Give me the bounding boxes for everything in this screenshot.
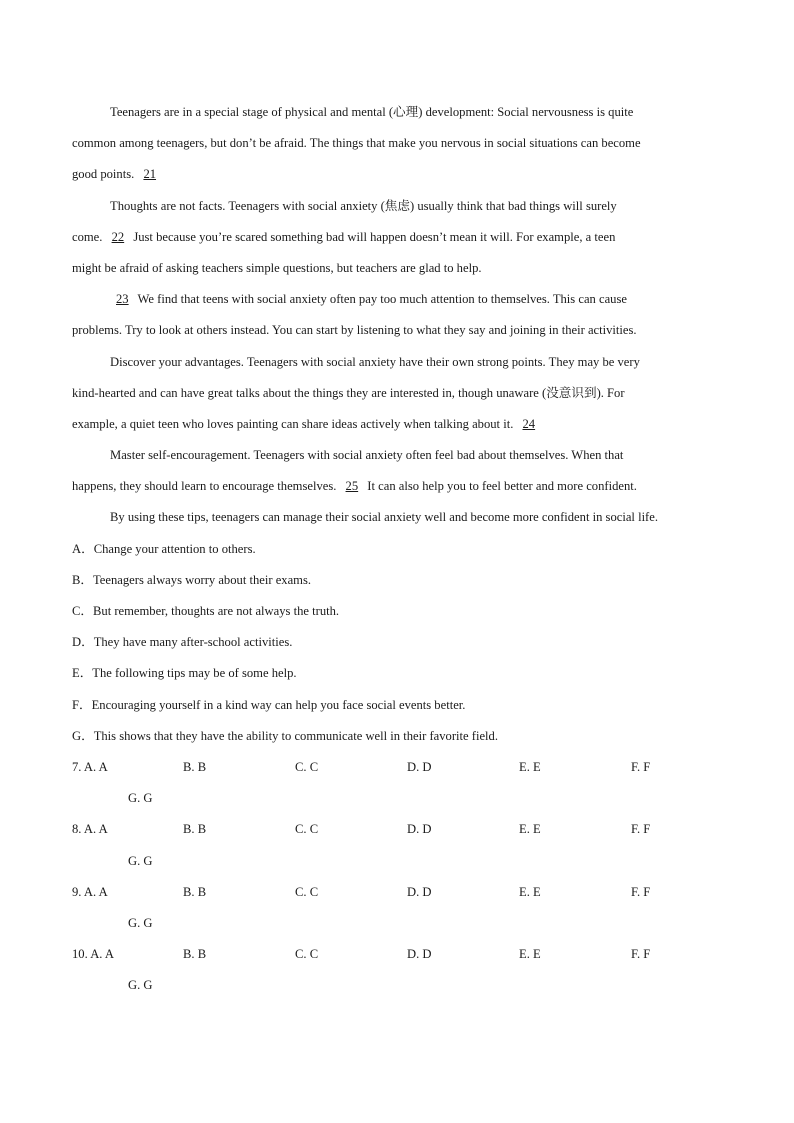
- question-8-choice-c[interactable]: C. C: [295, 822, 319, 837]
- question-7-choice-e[interactable]: E. E: [519, 759, 541, 774]
- question-10-choice-a[interactable]: 10. A. A: [72, 947, 114, 962]
- paragraph-1-line-2: common among teenagers, but don’t be afraid. The things that make you nervous in social situations can become: [72, 136, 641, 151]
- question-9-choice-e[interactable]: E. E: [519, 884, 541, 899]
- question-10-row-2: [72, 970, 722, 1001]
- question-9-choice-f[interactable]: F. F: [631, 884, 651, 899]
- question-7-choice-f[interactable]: F. F: [631, 759, 651, 774]
- question-9-choice-g[interactable]: G. G: [128, 915, 153, 930]
- paragraph-5-text-b: It can also help you to feel better and more confident.: [367, 479, 637, 494]
- question-7-choice-a[interactable]: 7. A. A: [72, 759, 108, 774]
- question-7-row-2: [72, 783, 722, 814]
- paragraph-4-line-3: [72, 409, 722, 440]
- question-8-choice-g[interactable]: G. G: [128, 853, 153, 868]
- paragraph-3-line-1: [72, 284, 722, 315]
- question-9-choice-b[interactable]: B. B: [183, 884, 207, 899]
- question-10-choice-b[interactable]: B. B: [183, 947, 207, 962]
- paragraph-2-text-a: come.: [72, 229, 103, 244]
- question-9-choice-d[interactable]: D. D: [407, 884, 432, 899]
- question-8-choice-e[interactable]: E. E: [519, 822, 541, 837]
- document-page: [72, 97, 722, 1001]
- paragraph-2-line-2: [72, 222, 722, 253]
- question-7-row: [72, 752, 722, 783]
- paragraph-5-line-2: [72, 471, 722, 502]
- paragraph-2-text-b: Just because you’re scared something bad will happen doesn’t mean it will. For example, a teen: [133, 229, 616, 244]
- question-10-choice-d[interactable]: D. D: [407, 947, 432, 962]
- question-7-choice-d[interactable]: D. D: [407, 759, 432, 774]
- paragraph-4-text: example, a quiet teen who loves painting can share ideas actively when talking about it.: [72, 416, 514, 431]
- paragraph-3-line-2: problems. Try to look at others instead. You can start by listening to what they say and joining in their activities.: [72, 323, 637, 338]
- blank-22: 22: [111, 229, 125, 244]
- option-d: D．They have many after-school activities.: [72, 635, 293, 650]
- blank-21: 21: [143, 167, 157, 182]
- blank-24: 24: [522, 416, 536, 431]
- question-9-row: [72, 877, 722, 908]
- question-7-choice-g[interactable]: G. G: [128, 791, 153, 806]
- option-e: E．The following tips may be of some help.: [72, 666, 297, 681]
- question-8-row: [72, 814, 722, 845]
- question-10-row: [72, 939, 722, 970]
- option-b: B．Teenagers always worry about their exams.: [72, 572, 312, 587]
- paragraph-1-line-3: [72, 159, 722, 190]
- paragraph-2-line-3: might be afraid of asking teachers simple questions, but teachers are glad to help.: [72, 260, 482, 275]
- option-a: A．Change your attention to others.: [72, 541, 256, 556]
- paragraph-1-line-1: Teenagers are in a special stage of physical and mental (心理) development: Social nervousness is quite: [110, 105, 634, 119]
- question-7-choice-c[interactable]: C. C: [295, 759, 319, 774]
- question-8-choice-a[interactable]: 8. A. A: [72, 822, 108, 837]
- paragraph-2-line-1: Thoughts are not facts. Teenagers with social anxiety (焦虑) usually think that bad things will surely: [110, 198, 617, 213]
- option-g: G．This shows that they have the ability to communicate well in their favorite field.: [72, 728, 498, 743]
- question-9-row-2: [72, 908, 722, 939]
- question-10-choice-f[interactable]: F. F: [631, 947, 651, 962]
- blank-25: 25: [345, 479, 359, 494]
- question-10-choice-g[interactable]: G. G: [128, 978, 153, 993]
- paragraph-4-line-1: Discover your advantages. Teenagers with social anxiety have their own strong points. They may be very: [110, 354, 640, 369]
- paragraph-5-text-a: happens, they should learn to encourage themselves.: [72, 479, 337, 494]
- paragraph-1-text: good points.: [72, 167, 135, 182]
- question-8-choice-f[interactable]: F. F: [631, 822, 651, 837]
- question-8-choice-d[interactable]: D. D: [407, 822, 432, 837]
- option-c: C．But remember, thoughts are not always the truth.: [72, 604, 340, 618]
- question-8-choice-b[interactable]: B. B: [183, 822, 207, 837]
- question-9-choice-c[interactable]: C. C: [295, 884, 319, 899]
- question-7-choice-b[interactable]: B. B: [183, 759, 207, 774]
- paragraph-6-line-1: By using these tips, teenagers can manage their social anxiety well and become more confident in social life.: [110, 510, 658, 525]
- paragraph-4-line-2: kind-hearted and can have great talks about the things they are interested in, though unaware (没意识到). For: [72, 385, 625, 400]
- question-10-choice-c[interactable]: C. C: [295, 947, 319, 962]
- option-f: F．Encouraging yourself in a kind way can help you face social events better.: [72, 697, 466, 712]
- paragraph-5-line-1: Master self-encouragement. Teenagers with social anxiety often feel bad about themselves. When that: [110, 448, 624, 463]
- paragraph-3-text: We find that teens with social anxiety often pay too much attention to themselves. This can cause: [137, 292, 627, 307]
- question-8-row-2: [72, 846, 722, 877]
- blank-23: 23: [116, 292, 129, 307]
- question-10-choice-e[interactable]: E. E: [519, 947, 541, 962]
- question-9-choice-a[interactable]: 9. A. A: [72, 884, 108, 899]
